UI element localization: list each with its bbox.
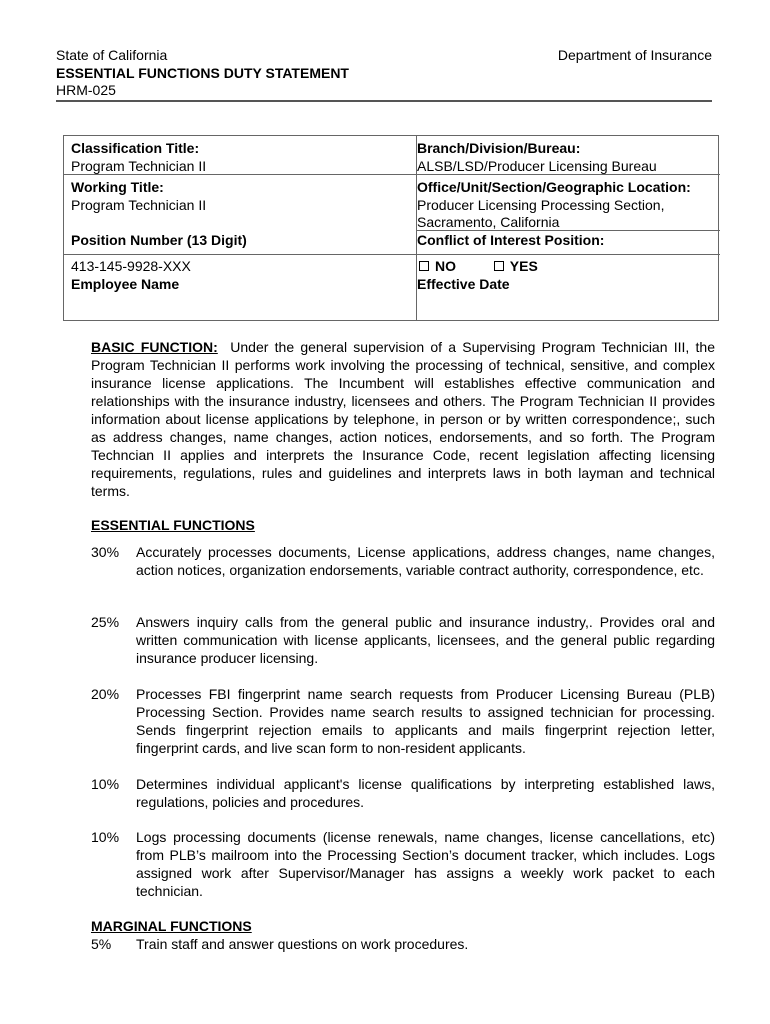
department-name: Department of Insurance <box>557 47 712 63</box>
essential-functions-heading-block <box>91 516 715 534</box>
office-value-line-1: Producer Licensing Processing Section, <box>417 196 665 213</box>
employee-name-label: Employee Name <box>71 275 180 292</box>
office-value-line-2: Sacramento, California <box>417 214 560 230</box>
essential-functions-heading: ESSENTIAL FUNCTIONS <box>91 517 255 533</box>
position-number-value-cell <box>71 258 191 293</box>
basic-function-heading: BASIC FUNCTION: <box>91 339 218 355</box>
office-cell <box>417 179 691 232</box>
state-name: State of California <box>56 47 168 63</box>
row-divider <box>64 174 416 175</box>
classification-value: Program Technician II <box>71 157 207 174</box>
function-percentage: 10% <box>91 829 120 845</box>
working-title-value: Program Technician II <box>71 196 207 213</box>
row-divider <box>417 254 720 255</box>
office-label: Office/Unit/Section/Geographic Location: <box>417 179 691 195</box>
marginal-function-item <box>91 935 715 953</box>
conflict-options-cell <box>419 258 538 293</box>
yes-label: YES <box>509 258 538 274</box>
row-divider <box>417 230 720 231</box>
classification-label: Classification Title: <box>71 140 200 156</box>
position-number-cell <box>71 232 247 250</box>
function-description: Accurately processes documents, License applications, address changes, name changes, action notices, organization endorsements, variable contract authority, correspondence, etc. <box>136 544 715 578</box>
marginal-functions-heading: MARGINAL FUNCTIONS <box>91 918 252 934</box>
header-divider <box>56 100 712 102</box>
document-title: ESSENTIAL FUNCTIONS DUTY STATEMENT <box>56 64 349 81</box>
essential-function-item <box>91 775 715 811</box>
basic-function-paragraph <box>91 338 715 500</box>
no-checkbox[interactable] <box>419 261 429 271</box>
function-description: Logs processing documents (license renewals, name changes, license cancellations, etc) from PLB’s mailroom into the Processing Section’s document tracker, which includes. Logs assigned work after Supervisor/Manager has assigns a weekly work packet to each technician. <box>136 829 715 899</box>
function-description: Determines individual applicant's license qualifications by interpreting established laws, regulations, policies and procedures. <box>136 776 715 810</box>
essential-function-item <box>91 685 715 757</box>
essential-function-item <box>91 828 715 900</box>
function-percentage: 25% <box>91 614 120 630</box>
conflict-cell <box>417 232 604 250</box>
info-right-column <box>416 136 716 320</box>
document-header <box>56 47 712 100</box>
working-title-label: Working Title: <box>71 179 164 195</box>
conflict-label: Conflict of Interest Position: <box>417 232 605 248</box>
marginal-functions-heading-block <box>91 917 715 935</box>
function-percentage: 5% <box>91 936 112 952</box>
function-percentage: 10% <box>91 776 120 792</box>
position-number-value: 413-145-9928-XXX <box>71 258 191 274</box>
row-divider <box>417 174 720 175</box>
function-percentage: 20% <box>91 686 120 702</box>
essential-function-item <box>91 543 715 579</box>
basic-function-text: Under the general supervision of a Supervising Program Technician III, the Program Technician II performs work involving the processing of technical, sensitive, and complex insurance license applications. The Incumbent will establishes effective communication and relationships with the insurance industry, licensees and others. The Program Technician II provides information about license applications by telephone, in person or by written correspondence;, such as address changes, name changes, action notices, endorsements, and so forth. The Program Techncian II applies and interprets the Insurance Code, recent legislation affecting licensing requirements, regulations, rules and guidelines and interprets laws in both layman and technical terms. <box>91 339 715 499</box>
row-divider <box>64 254 416 255</box>
classification-cell <box>71 140 206 175</box>
function-description: Train staff and answer questions on work procedures. <box>136 936 469 952</box>
branch-label: Branch/Division/Bureau: <box>417 140 581 156</box>
yes-checkbox[interactable] <box>494 261 504 271</box>
function-percentage: 30% <box>91 544 120 560</box>
effective-date-label: Effective Date <box>417 275 510 292</box>
branch-value: ALSB/LSD/Producer Licensing Bureau <box>417 157 657 174</box>
form-id: HRM-025 <box>56 82 116 98</box>
essential-function-item <box>91 613 715 667</box>
position-number-label: Position Number (13 Digit) <box>71 232 247 248</box>
function-description: Processes FBI fingerprint name search requests from Producer Licensing Bureau (PLB) Processing Section. Provides name search results to assigned technician for processing. Sends fingerprint rejection emails to applicants and mails fingerprint rejection letter, fingerprint cards, and live scan form to non-resident applicants. <box>136 686 715 756</box>
branch-cell <box>417 140 657 175</box>
working-title-cell <box>71 179 206 214</box>
position-info-table <box>63 135 719 321</box>
function-description: Answers inquiry calls from the general public and insurance industry,. Provides oral and written communication with license applicants, licensees, and the general public regarding insurance producer licensing. <box>136 614 715 666</box>
no-label: NO <box>435 258 456 274</box>
